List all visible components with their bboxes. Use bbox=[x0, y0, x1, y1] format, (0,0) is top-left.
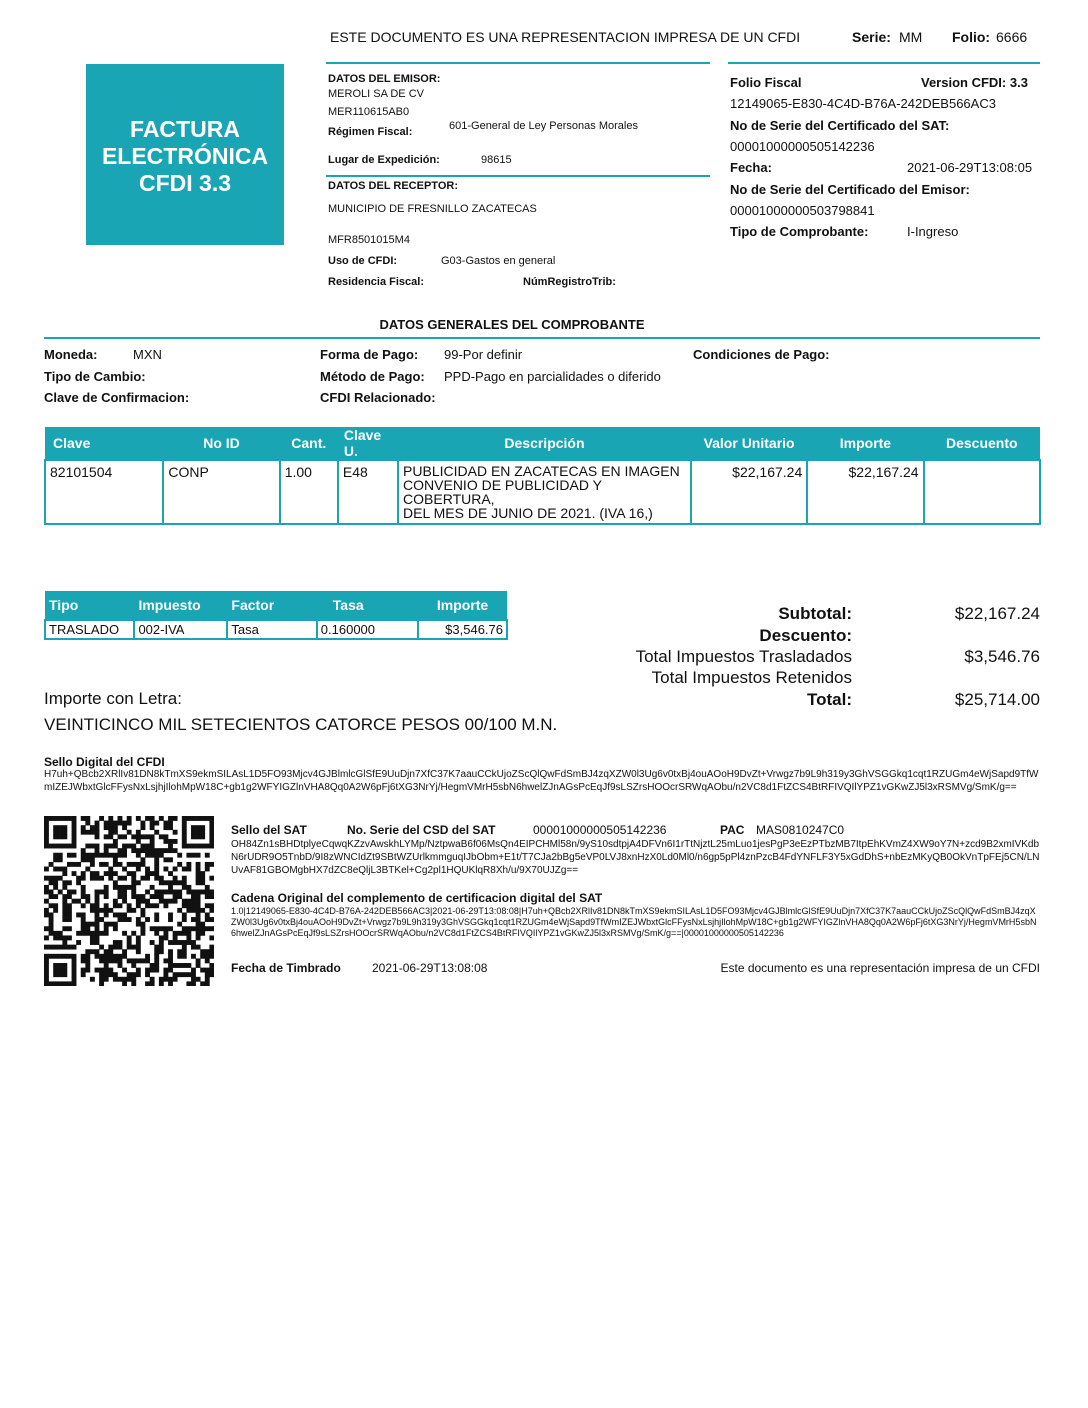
folio-fiscal-value: 12149065-E830-4C4D-B76A-242DEB566AC3 bbox=[730, 96, 996, 111]
badge-line-2: ELECTRÓNICA bbox=[101, 143, 269, 169]
serie-sat-value: 00001000000505142236 bbox=[730, 139, 875, 154]
importe-letra-value: VEINTICINCO MIL SETECIENTOS CATORCE PESOS 00/100 M.N. bbox=[44, 715, 558, 734]
col-descripcion: Descripción bbox=[504, 435, 585, 451]
desc-line-4: DEL MES DE JUNIO DE 2021. (IVA 16,) bbox=[403, 505, 653, 521]
badge-line-3: CFDI 3.3 bbox=[138, 170, 232, 196]
moneda-label: Moneda: bbox=[44, 347, 98, 362]
metodo-pago-value: PPD-Pago en parcialidades o diferido bbox=[444, 369, 661, 384]
cell-valor-unitario: $22,167.24 bbox=[691, 460, 807, 524]
retenidos-label: Total Impuestos Retenidos bbox=[651, 668, 852, 687]
residencia-label: Residencia Fiscal: bbox=[328, 276, 424, 288]
csd-label: No. Serie del CSD del SAT bbox=[347, 823, 496, 837]
subtotal-value: $22,167.24 bbox=[954, 604, 1040, 623]
tax-cell-impuesto: 002-IVA bbox=[134, 620, 227, 639]
table-row bbox=[45, 460, 1040, 524]
importe-letra-label: Importe con Letra: bbox=[44, 689, 182, 708]
cell-clave-u: E48 bbox=[338, 460, 398, 524]
tax-cell-tipo: TRASLADO bbox=[45, 620, 134, 639]
desc-line-2: CONVENIO DE PUBLICIDAD Y bbox=[403, 477, 602, 493]
footer-note: Este documento es una representación impresa de un CFDI bbox=[720, 961, 1040, 975]
emisor-rfc: MER110615AB0 bbox=[328, 106, 410, 118]
fecha-label: Fecha: bbox=[730, 160, 772, 175]
qr-code-graphic bbox=[44, 816, 214, 986]
serie-emisor-value: 00001000000503798841 bbox=[730, 203, 875, 218]
badge-line-1: FACTURA bbox=[130, 116, 240, 142]
cell-descuento bbox=[924, 460, 1040, 524]
version-label: Version CFDI: 3.3 bbox=[921, 75, 1028, 90]
serie-emisor-label: No de Serie del Certificado del Emisor: bbox=[730, 182, 970, 197]
tipo-cambio-label: Tipo de Cambio: bbox=[44, 369, 146, 384]
table-row bbox=[45, 620, 507, 639]
cfdi-relacionado-label: CFDI Relacionado: bbox=[320, 390, 436, 405]
desc-line-3: COBERTURA, bbox=[403, 491, 495, 507]
timbrado-value: 2021-06-29T13:08:08 bbox=[372, 961, 488, 975]
emisor-title: DATOS DEL EMISOR: bbox=[328, 73, 441, 85]
clave-confirmacion-label: Clave de Confirmacion: bbox=[44, 390, 190, 405]
generales-title: DATOS GENERALES DEL COMPROBANTE bbox=[379, 317, 645, 332]
invoice-badge bbox=[86, 64, 284, 245]
col-valor-unitario: Valor Unitario bbox=[703, 435, 795, 451]
pac-label: PAC bbox=[720, 823, 745, 837]
descuento-label: Descuento: bbox=[759, 626, 852, 645]
forma-pago-value: 99-Por definir bbox=[444, 347, 523, 362]
regimen-label: Régimen Fiscal: bbox=[328, 126, 413, 138]
cell-cant: 1.00 bbox=[280, 460, 338, 524]
uso-value: G03-Gastos en general bbox=[441, 255, 556, 267]
cadena-value: 1.0|12149065-E830-4C4D-B76A-242DEB566AC3|2021-06-29T13:08:08|H7uh+QBcb2XRlIv81DN8kTmXS9ekmSILAsL1D5FO93Mjcv4GJBlmlcGlSfE9UuDjn7XfC37K7aauCCkUjoZScQlQwFdSmBJ4zqXZW0l3Ug6v0txBj4ouAOoH9DvZt+Vrwgz7b9L9h319y3GhVSGGkq1cqt1RZUGm4eWjSapd9TfWmIZEJWbxtGlcFFysNxLsjhjIlohMpW18C+gb1g2WFYIGZlnVHA8Qq0A2W6pFj6tXG3NrYj/HegmVMrH5sbN6hwelZJnAGsPcEqJf9sLSZrsHOOcrSRWqAObu/n2VC8d1FtZCS4BtRFIVQIlYPZ1vGKwZJ5l3xRSMVg/SmK/g==|00001000000505142236 bbox=[231, 906, 1037, 938]
col-no-id: No ID bbox=[203, 435, 240, 451]
sello-cfdi-value: H7uh+QBcb2XRlIv81DN8kTmXS9ekmSILAsL1D5FO93Mjcv4GJBlmlcGlSfE9UuDjn7XfC37K7aauCCkUjoZScQlQwFdSmBJ4zqXZW0l3Ug6v0txBj4ouAOoH9DvZt+Vrwgz7b9L9h319y3GhVSGGkq1cqt1RZUGm4eWjSapd9TfWmIZEJWbxtGlcFFysNxLsjhjIlohMpW18C+gb1g2WFYIGZlnVHA8Qq0A2W6pFj6tXG3NrYj/HegmVMrH5sbN6hwelZJnAGsPcEqJf9sLSZrsHOOcrSRWqAObu/n2VC8d1FtZCS4BtRFIVQIlYPZ1vGKwZJ5l3xRSMVg/SmK/g== bbox=[44, 769, 1039, 793]
moneda-value: MXN bbox=[133, 347, 162, 362]
receptor-title: DATOS DEL RECEPTOR: bbox=[328, 180, 458, 192]
sello-sat-value: OH84Zn1sBHDtplyeCqwqKZzvAwskhLYMp/NztpwaB6f06MsQn4EIPCHMl58n/9yS10sdtpjA4DFVn6I1rTtNjztL25mLuo1jesPgP3eEzPTbzMB7ItpEhKVmZ4XW9oY7N+zcd9B2xmIVKdbN6rUDR9O5TnbD/9I8zWNCIdZt9SBtWZUrlkmmguqIJbObm+E1t/T7CJa2bBg5eVP0LVJ8xnHzX0Ld0Ml0/n6gp5pPl4znPzcB4FdYNFLF3Y5xGdDhS+nbEzMKyQB0OkVnTpFEj5CN/LNUvAF81GBOMgbHX7dZC8eQljL3BTKel+Cg2pl1HQUKlqR8Xh/u/9X70UJZg== bbox=[231, 839, 1040, 876]
taxes-table bbox=[44, 591, 508, 640]
col-cant: Cant. bbox=[291, 435, 327, 451]
csd-value: 00001000000505142236 bbox=[533, 823, 667, 837]
lugar-label: Lugar de Expedición: bbox=[328, 154, 440, 166]
fecha-value: 2021-06-29T13:08:05 bbox=[907, 160, 1033, 175]
tax-col-factor: Factor bbox=[231, 597, 275, 613]
fiscal-top-line bbox=[728, 62, 1040, 64]
tax-cell-importe: $3,546.76 bbox=[418, 620, 507, 639]
serie-sat-label: No de Serie del Certificado del SAT: bbox=[730, 118, 950, 133]
receptor-name: MUNICIPIO DE FRESNILLO ZACATECAS bbox=[328, 203, 537, 215]
metodo-pago-label: Método de Pago: bbox=[320, 369, 425, 384]
pac-value: MAS0810247C0 bbox=[756, 823, 845, 837]
cell-clave: 82101504 bbox=[45, 460, 163, 524]
subtotal-label: Subtotal: bbox=[778, 604, 852, 623]
col-clave-u: Clave U. bbox=[343, 427, 382, 459]
total-value: $25,714.00 bbox=[954, 690, 1040, 709]
tipo-comprobante-value: I-Ingreso bbox=[907, 224, 959, 239]
tax-col-tipo: Tipo bbox=[49, 597, 79, 613]
tax-cell-tasa: 0.160000 bbox=[317, 620, 418, 639]
cadena-label: Cadena Original del complemento de certificacion digital del SAT bbox=[231, 891, 603, 905]
regimen-value: 601-General de Ley Personas Morales bbox=[449, 120, 638, 132]
sello-sat-label: Sello del SAT bbox=[231, 823, 307, 837]
cell-importe: $22,167.24 bbox=[807, 460, 923, 524]
items-header-row bbox=[45, 427, 1040, 460]
serie-label: Serie: bbox=[852, 29, 891, 45]
receptor-top-line bbox=[326, 175, 710, 177]
receptor-rfc: MFR8501015M4 bbox=[328, 234, 410, 246]
serie-value: MM bbox=[899, 29, 923, 45]
emisor-top-line bbox=[326, 62, 710, 64]
cell-descripcion bbox=[398, 460, 691, 524]
trasladados-value: $3,546.76 bbox=[964, 647, 1040, 666]
tax-col-impuesto: Impuesto bbox=[138, 597, 201, 613]
numreg-label: NúmRegistroTrib: bbox=[523, 276, 616, 288]
forma-pago-label: Forma de Pago: bbox=[320, 347, 419, 362]
tax-col-importe: Importe bbox=[436, 597, 489, 613]
representation-text: ESTE DOCUMENTO ES UNA REPRESENTACION IMPRESA DE UN CFDI bbox=[330, 29, 801, 45]
taxes-header-row bbox=[45, 591, 507, 620]
trasladados-label: Total Impuestos Trasladados bbox=[635, 647, 852, 666]
col-clave: Clave bbox=[53, 435, 91, 451]
folio-value: 6666 bbox=[996, 29, 1028, 45]
items-table bbox=[44, 427, 1041, 525]
generales-line bbox=[44, 337, 1040, 339]
col-importe: Importe bbox=[839, 435, 892, 451]
condiciones-pago-label: Condiciones de Pago: bbox=[693, 347, 830, 362]
col-descuento: Descuento bbox=[946, 435, 1018, 451]
qr-code bbox=[44, 816, 214, 986]
uso-label: Uso de CFDI: bbox=[328, 255, 398, 267]
folio-fiscal-label: Folio Fiscal bbox=[730, 75, 802, 90]
emisor-name: MEROLI SA DE CV bbox=[328, 88, 424, 100]
tax-cell-factor: Tasa bbox=[227, 620, 316, 639]
folio-label: Folio: bbox=[952, 29, 991, 45]
sello-cfdi-label: Sello Digital del CFDI bbox=[44, 755, 165, 769]
desc-line-1: PUBLICIDAD EN ZACATECAS EN IMAGEN bbox=[403, 463, 680, 479]
cell-no-id: CONP bbox=[163, 460, 279, 524]
total-label: Total: bbox=[806, 690, 852, 709]
tipo-comprobante-label: Tipo de Comprobante: bbox=[730, 224, 869, 239]
timbrado-label: Fecha de Timbrado bbox=[231, 961, 341, 975]
tax-col-tasa: Tasa bbox=[332, 597, 364, 613]
lugar-value: 98615 bbox=[481, 154, 512, 166]
